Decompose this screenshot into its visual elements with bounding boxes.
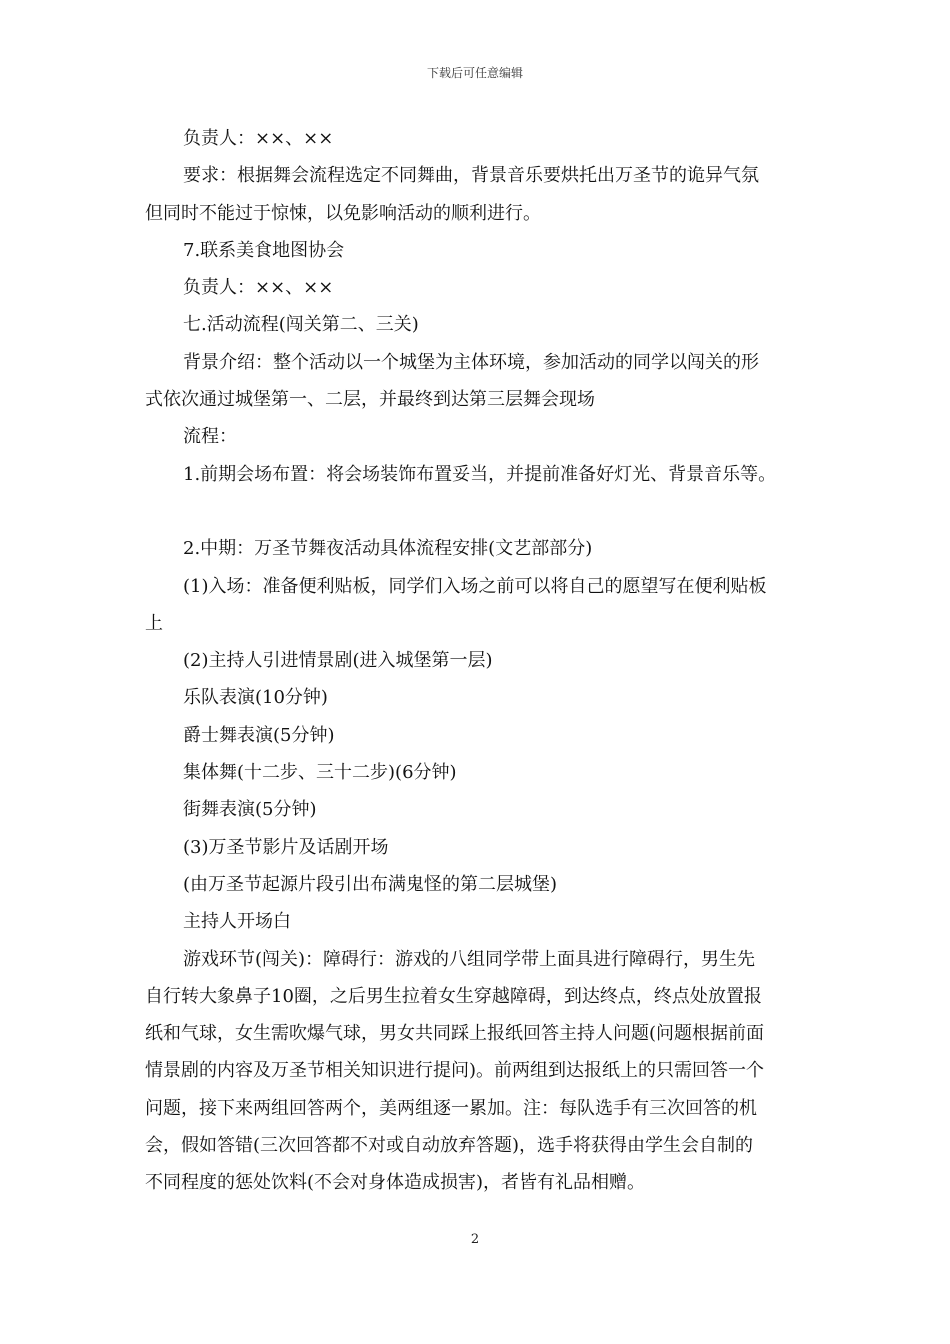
paragraph-line: 负责人：××、×× <box>183 128 334 149</box>
paragraph-line: 要求：根据舞会流程选定不同舞曲，背景音乐要烘托出万圣节的诡异气氛 <box>183 165 759 187</box>
paragraph-line: 集体舞(十二步、三十二步)(6分钟) <box>183 762 457 784</box>
paragraph-line: 自行转大象鼻子10圈，之后男生拉着女生穿越障碍，到达终点，终点处放置报 <box>145 985 762 1007</box>
paragraph-line: 背景介绍：整个活动以一个城堡为主体环境，参加活动的同学以闯关的形 <box>183 351 759 373</box>
paragraph-line: 负责人：××、×× <box>183 277 334 299</box>
document-body <box>145 120 820 1202</box>
paragraph-line: 游戏环节(闯关)：障碍行：游戏的八组同学带上面具进行障碍行，男生先 <box>183 948 756 970</box>
paragraph-line: 会，假如答错(三次回答都不对或自动放弃答题)，选手将获得由学生会自制的 <box>145 1135 754 1157</box>
paragraph-line: 流程： <box>183 426 237 448</box>
paragraph-line: (由万圣节起源片段引出布满鬼怪的第二层城堡) <box>183 873 558 895</box>
paragraph-line: (2)主持人引进情景剧(进入城堡第一层) <box>183 650 493 672</box>
paragraph-line: 问题，接下来两组回答两个，美两组逐一累加。注：每队选手有三次回答的机 <box>145 1097 757 1119</box>
blank-line <box>145 493 820 530</box>
paragraph-line: 7.联系美食地图协会 <box>183 239 345 261</box>
paragraph-line: (3)万圣节影片及话剧开场 <box>183 836 389 858</box>
paragraph-line: 街舞表演(5分钟) <box>183 799 317 821</box>
paragraph-line: (1)入场：准备便利贴板，同学们入场之前可以将自己的愿望写在便利贴板 <box>183 575 767 597</box>
paragraph-line: 上 <box>145 612 163 634</box>
paragraph-line: 纸和气球，女生需吹爆气球，男女共同踩上报纸回答主持人问题(问题根据前面 <box>145 1023 765 1045</box>
paragraph-line: 情景剧的内容及万圣节相关知识进行提问)。前两组到达报纸上的只需回答一个 <box>145 1060 765 1082</box>
paragraph-line: 乐队表演(10分钟) <box>183 687 328 709</box>
paragraph-line: 1.前期会场布置：将会场装饰布置妥当，并提前准备好灯光、背景音乐等。 <box>183 463 777 485</box>
paragraph-line: 不同程度的惩处饮料(不会对身体造成损害)，者皆有礼品相赠。 <box>145 1172 646 1194</box>
paragraph-line: 式依次通过城堡第一、二层，并最终到达第三层舞会现场 <box>145 389 595 411</box>
page-header: 下载后可任意编辑 <box>426 66 523 80</box>
paragraph-line: 爵士舞表演(5分钟) <box>183 724 335 746</box>
page-number: 2 <box>470 1232 480 1247</box>
paragraph-line: 主持人开场白 <box>183 911 291 933</box>
paragraph-line: 但同时不能过于惊悚，以免影响活动的顺利进行。 <box>145 202 541 224</box>
paragraph-line: 2.中期：万圣节舞夜活动具体流程安排(文艺部部分) <box>183 538 593 560</box>
section-heading: 七.活动流程(闯关第二、三关) <box>183 314 419 336</box>
